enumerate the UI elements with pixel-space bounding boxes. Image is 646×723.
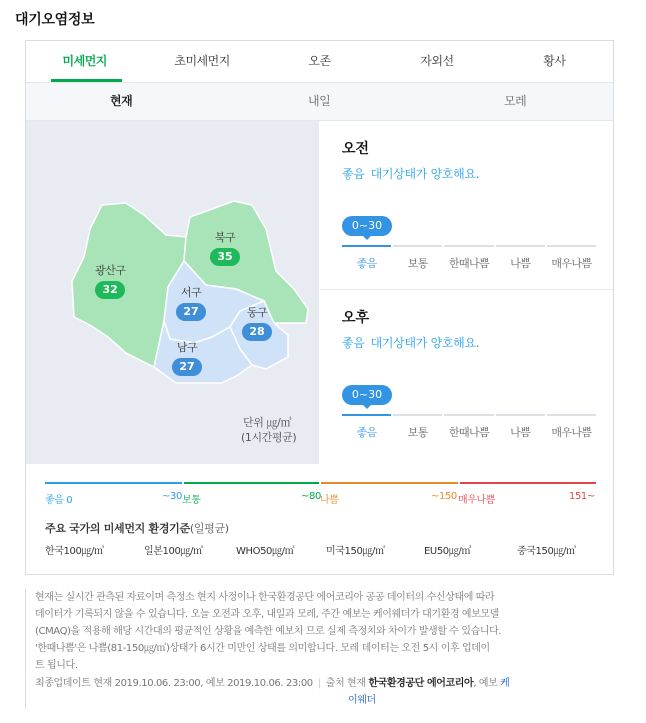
forecast-status: 좋음 bbox=[342, 336, 365, 350]
forecast-desc: 대기상태가 양호해요. bbox=[370, 167, 480, 181]
standards-title-text: 주요 국가의 미세먼지 환경기준 bbox=[45, 522, 190, 535]
district-bukgu[interactable] bbox=[210, 229, 240, 266]
forecast-panel bbox=[320, 121, 613, 464]
scale-very-bad: 매우나쁨 bbox=[547, 245, 596, 271]
pollutant-tabs bbox=[26, 41, 613, 82]
tab-ozone[interactable]: 오존 bbox=[308, 54, 331, 68]
legend-bar-bad bbox=[321, 482, 458, 484]
standards-list bbox=[45, 542, 596, 558]
map-shapes bbox=[26, 121, 319, 464]
forecast-period: 오후 bbox=[342, 310, 370, 326]
standard-japan: 일본100㎍/㎥ bbox=[144, 546, 203, 557]
map-unit-note bbox=[241, 415, 296, 445]
standards-title bbox=[45, 520, 229, 536]
legend-very-bad-label: 매우나쁨 bbox=[458, 495, 496, 506]
subtab-tomorrow[interactable]: 내일 bbox=[308, 94, 331, 108]
source-separator: | bbox=[317, 678, 321, 689]
level-scale bbox=[342, 245, 596, 271]
legend-normal-label: 보통 bbox=[182, 495, 201, 506]
district-name: 서구 bbox=[180, 286, 202, 299]
district-value-badge: 28 bbox=[242, 323, 272, 341]
forecast-afternoon bbox=[342, 307, 602, 457]
district-name: 북구 bbox=[214, 231, 236, 244]
district-donggu[interactable] bbox=[242, 304, 272, 341]
update-timestamp: 최종업데이트 현재 2019.10.06. 23:00, 예보 2019.10.06. 23:00 bbox=[35, 678, 313, 689]
district-value-badge: 27 bbox=[176, 303, 206, 321]
district-value-badge: 32 bbox=[95, 281, 125, 299]
legend-good-end: ~30 bbox=[162, 491, 182, 502]
scale-very-bad: 매우나쁨 bbox=[547, 414, 596, 440]
forecast-status-line bbox=[342, 165, 602, 182]
tab-pm25[interactable]: 초미세먼지 bbox=[174, 54, 230, 68]
scale-bad: 나쁨 bbox=[496, 414, 545, 440]
scale-temp-bad: 한때나쁨 bbox=[444, 245, 493, 271]
level-scale bbox=[342, 414, 596, 440]
standard-who: WHO50㎍/㎥ bbox=[236, 546, 295, 557]
range-pill: 0~30 bbox=[342, 216, 392, 236]
source-kweather-link-cont[interactable]: 이웨더 bbox=[348, 695, 376, 706]
district-map bbox=[26, 121, 319, 464]
forecast-divider bbox=[320, 289, 613, 290]
unit-label: 단위 ㎍/㎥ bbox=[243, 416, 292, 429]
legend-bad-label: 나쁨 bbox=[320, 495, 339, 506]
source-airkorea-link[interactable]: 한국환경공단 에어코리아 bbox=[368, 678, 474, 689]
district-seogu[interactable] bbox=[176, 284, 206, 321]
notice-line: (CMAQ)을 적용해 해당 시간대의 평균적인 상황을 예측한 예보치 므로 실제 측정치와 차이가 발생할 수 있습니다. bbox=[35, 626, 502, 637]
subtab-now[interactable]: 현재 bbox=[110, 94, 133, 108]
source-mid: , 예보 bbox=[473, 678, 498, 689]
district-value-badge: 27 bbox=[172, 358, 202, 376]
legend-bar-good bbox=[45, 482, 182, 484]
tab-uv[interactable]: 자외선 bbox=[420, 54, 454, 68]
page-title: 대기오염정보 bbox=[15, 12, 95, 28]
subtab-day-after[interactable]: 모레 bbox=[504, 94, 527, 108]
legend-normal-end: ~80 bbox=[301, 491, 321, 502]
notice-line: 트 됩니다. bbox=[35, 660, 78, 671]
tab-yellow-dust[interactable]: 황사 bbox=[543, 54, 566, 68]
scale-normal: 보통 bbox=[393, 245, 442, 271]
legend-bar-very-bad bbox=[460, 482, 596, 484]
standards-subtitle: (일평균) bbox=[189, 522, 229, 535]
legend-bar-normal bbox=[184, 482, 319, 484]
forecast-status: 좋음 bbox=[342, 167, 365, 181]
district-namgu[interactable] bbox=[172, 339, 202, 376]
data-notice bbox=[25, 589, 610, 674]
scale-good: 좋음 bbox=[342, 414, 391, 440]
notice-line: 현재는 실시간 관측된 자료이며 측정소 현지 사정이나 한국환경공단 에어코리아 공공 데이터의 수신상태에 따라 bbox=[35, 592, 495, 603]
forecast-desc: 대기상태가 양호해요. bbox=[370, 336, 480, 350]
district-name: 남구 bbox=[176, 341, 198, 354]
legend-very-bad-end: 151~ bbox=[569, 491, 595, 502]
standard-eu: EU50㎍/㎥ bbox=[424, 546, 471, 557]
standard-china: 중국150㎍/㎥ bbox=[517, 546, 576, 557]
source-prefix: 출처 현재 bbox=[325, 678, 366, 689]
district-name: 동구 bbox=[246, 306, 268, 319]
update-info bbox=[25, 675, 615, 709]
district-value-badge: 35 bbox=[210, 248, 240, 266]
scale-normal: 보통 bbox=[393, 414, 442, 440]
legend-bad-end: ~150 bbox=[431, 491, 457, 502]
day-tabs bbox=[26, 82, 613, 121]
scale-bad: 나쁨 bbox=[496, 245, 545, 271]
air-quality-card bbox=[25, 40, 614, 575]
scale-good: 좋음 bbox=[342, 245, 391, 271]
legend-good-start: 좋음 0 bbox=[45, 495, 73, 506]
scale-temp-bad: 한때나쁨 bbox=[444, 414, 493, 440]
notice-line: '한때나쁨'은 나쁨(81-150㎍/㎥)상태가 6시간 미만인 상태를 의미합니다. 모레 데이터는 오전 5시 이후 업데이 bbox=[35, 643, 490, 654]
district-gwangsan[interactable] bbox=[95, 262, 125, 299]
range-pill: 0~30 bbox=[342, 385, 392, 405]
level-legend bbox=[45, 482, 596, 508]
forecast-period: 오전 bbox=[342, 141, 370, 157]
average-label: (1시간평균) bbox=[241, 431, 297, 444]
source-kweather-link[interactable]: 케 bbox=[500, 678, 510, 689]
standard-korea: 한국100㎍/㎥ bbox=[45, 546, 104, 557]
notice-line: 데이터가 기록되지 않을 수 있습니다. 오늘 오전과 오후, 내일과 모레, 주간 예보는 케이웨더가 대기환경 예보모델 bbox=[35, 609, 499, 620]
district-name: 광산구 bbox=[95, 264, 126, 277]
forecast-morning bbox=[342, 138, 602, 288]
forecast-status-line bbox=[342, 334, 602, 351]
standard-usa: 미국150㎍/㎥ bbox=[326, 546, 385, 557]
tab-pm10[interactable]: 미세먼지 bbox=[26, 41, 143, 82]
